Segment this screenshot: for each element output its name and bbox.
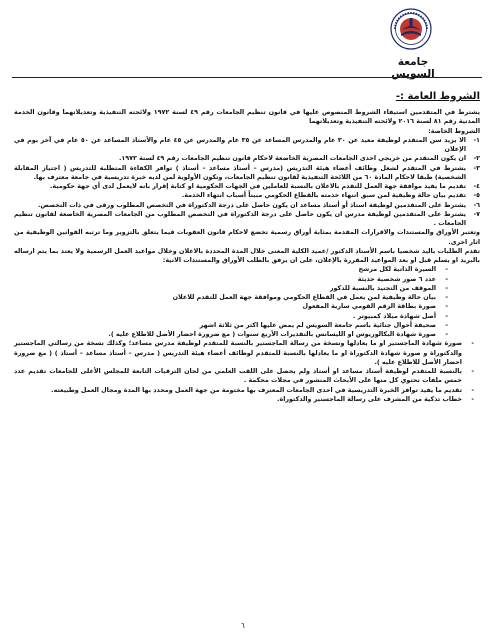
document-item: [14, 321, 480, 330]
condition-text: الا يزيد سن المتقدم لوظيفة معيد عن ٣٠ عام والمدرس المساعد عن ٣٥ عام والمدرس عن ٤٥ عام والأستاذ المساعد عن ٥٠ عام في آخر يوم في الإعلان: [14, 136, 466, 153]
document-body: [14, 108, 480, 404]
bullet-icon: -: [445, 275, 448, 283]
required-documents-list: [14, 265, 480, 404]
condition-text: ان يكون المتقدم من خريجي احدى الجامعات المصرية الخاضعة لاحكام قانون تنظيم الجامعات رقم ٤٩ لسنة ١٩٧٢.: [118, 155, 466, 163]
condition-item: [14, 154, 480, 163]
document-text: أصل شهادة ميلاد كمبيوتر .: [352, 312, 436, 320]
document-item: [14, 395, 480, 404]
document-text: خطاب تذكية من المشرف على رسالة الماجستير والدكتوراة.: [277, 395, 462, 403]
condition-item: [14, 201, 480, 210]
document-text: بيان حالة وظيفية لمن يعمل في القطاع الحكومي وموافقة جهة العمل للتقدم للاعلان: [172, 294, 436, 301]
condition-number: ٣-: [473, 164, 480, 172]
document-item: [14, 275, 480, 284]
document-item: [14, 302, 480, 311]
condition-item: [14, 191, 480, 200]
condition-number: ٧-: [473, 210, 480, 218]
condition-number: ١-: [473, 136, 480, 144]
document-item: [14, 386, 480, 395]
document-text: صورة بطاقة الرقم القومي سارية المفعول: [302, 303, 436, 311]
bullet-icon: -: [471, 395, 474, 403]
bullet-icon: -: [445, 284, 448, 292]
page-number: ٦: [241, 622, 245, 630]
condition-text: يشترط على المتقدمين لوظيفة مدرس ان يكون حاصل على درجة الدكتوراة في التخصص المطلوب من الجامعات المصرية الخاضعة لقانون تنظيم الجامعات .: [14, 210, 466, 227]
condition-item: [14, 182, 480, 191]
bullet-icon: -: [445, 331, 448, 338]
document-text: بالنسبة للمتقدم لوظيفة أستاذ مساعد او أستاذ ولم يحصل على اللقب العلمي من لجان الترقيات التابعة للمجلس الأعلى للجامعات تقديم عدد خمس ملفات تحتوي كل منها على الأبحاث المنشور في مجلات محكمة .: [14, 368, 462, 385]
condition-number: ٦-: [473, 201, 480, 209]
document-text: عدد ٦ صور شخصية حديثة: [357, 275, 436, 283]
condition-item: [14, 164, 480, 183]
document-item: [14, 339, 480, 367]
conditions-list: [14, 136, 480, 229]
legal-notice-paragraph: وتعتبر الأوراق والمستندات والاقرارات المقدمة بمثابة أوراق رسمية تخضع لاحكام قانون العقوبات فيما يتعلق بالتزوير وما ترتبه القوانين الوظيفية من اثار اخرى.: [14, 229, 480, 246]
document-item: [14, 293, 480, 302]
document-text: السيرة الذاتية لكل مرشح: [358, 266, 436, 274]
section-title: الشروط العامة :-: [395, 91, 480, 102]
bullet-icon: -: [445, 266, 448, 274]
intro-paragraph: يشترط في المتقدمين استيفاء الشروط المنصوص عليها في قانون تنظيم الجامعات رقم ٤٩ لسنة ١٩٧٢ ولائحته التنفيذية وتعديلاتهما وقانون الخدمة المدنية رقم ٨١ لسنة ٢٠١٦ ولائحته التنفيذية وتعديلاتهما: [14, 109, 480, 126]
bullet-icon: -: [471, 386, 474, 394]
document-text: صورة شهادة البكالوريوس او الليسانس بالتقديرات الأربع سنوات ( مع ضرورة احضار الأصل للاطلاع عليه ).: [108, 331, 436, 338]
document-text: صورة شهادة الماجستير او ما يعادلها ونسخة من رسالة الماجستير بالنسبة للمتقدم لوظيفة مدرس مساعد؛ وكذلك نسخة من رسالتي الماجستير والدكتوراة و صورة شهادة الدكتوراة او ما يعادلها بالنسبة للمتقدم لوظائف أعضاء هيئة التدريس ( مدرس – أستاذ مساعد – أستاذ ) ( مع ضرورة احضار الأصل للاطلاع عليه ).: [14, 340, 462, 366]
condition-number: ٥-: [473, 192, 480, 200]
condition-number: ٤-: [473, 183, 480, 190]
document-text: الموقف من التجنيد بالنسبة للذكور: [329, 284, 436, 292]
bullet-icon: -: [445, 294, 448, 301]
document-text: تقديم ما يفيد توافر الخبرة التدريسية في احدى الجامعات المعترف بها مختومة من جهة العمل ومحدد بها المدة ومجال العمل وطبيعته.: [51, 386, 462, 394]
condition-text: يشترط على المتقدمين لوظيفة استاذ أو أستاذ مساعد ان يكون حاصل على درجة الدكتوراة في التخصص المطلوب ورقى في ذات التخصص.: [37, 201, 466, 209]
header-divider: [12, 77, 482, 78]
condition-number: ٢-: [473, 155, 480, 163]
document-item: [14, 312, 480, 321]
document-item: [14, 284, 480, 293]
condition-text: يشترط في المتقدم لشغل وظائف أعضاء هيئة التدريس (مدرس – أستاذ مساعد – أستاذ ) توافر الكفاءة المتطلبة للتدريس ( اجتياز المقابلة الشخصية) طبقا لاحكام المادة ٦٠ من اللائحة التنفيذية لقانون تنظيم الجامعات، وتكون الأولوية لمن لديه خبرة تدريسية في جامعة معترف بها.: [14, 164, 466, 181]
bullet-icon: -: [471, 340, 474, 348]
university-name: جامعة السويس: [391, 56, 435, 80]
university-logo-icon: [390, 8, 432, 50]
document-item: [14, 265, 480, 274]
document-text: صحيفة أحوال جنائية باسم جامعة السويس لم يمض عليها اكثر من ثلاثة اشهر: [199, 321, 436, 329]
condition-text: تقديم ما يفيد موافقة جهة العمل للتقدم بالاعلان بالنسبة للعاملين في الجهات الحكومية او كتابة إقرار بانه لايعمل لدى أي جهة حكومية.: [49, 183, 466, 190]
bullet-icon: -: [471, 368, 474, 375]
special-conditions-label: الشروط الخاصة:: [428, 127, 480, 135]
bullet-icon: -: [445, 312, 448, 320]
document-item: [14, 367, 480, 386]
bullet-icon: -: [445, 321, 448, 329]
submission-paragraph: تقدم الطلبات باليد شخصيا باسم الأستاذ الدكتور /عميد الكلية المعنى خلال المدة المحددة بالاعلان وخلال مواعيد العمل الرسمية ولا يعتد بما يتم ارساله بالبريد او يسلم قبل او بعد المواعيد المقررة بالإعلان، على ان يرفق بالطلب الأوراق والمستندات الاتية:: [14, 247, 480, 264]
bullet-icon: -: [445, 303, 448, 311]
condition-item: [14, 210, 480, 229]
condition-item: [14, 136, 480, 155]
condition-text: تقديم بيان حالة وظيفية لمن سبق انتهاء خدمته بالقطاع الحكومي مبيناً أسباب انتهاء الخدمة.: [181, 192, 466, 200]
document-item: [14, 330, 480, 339]
